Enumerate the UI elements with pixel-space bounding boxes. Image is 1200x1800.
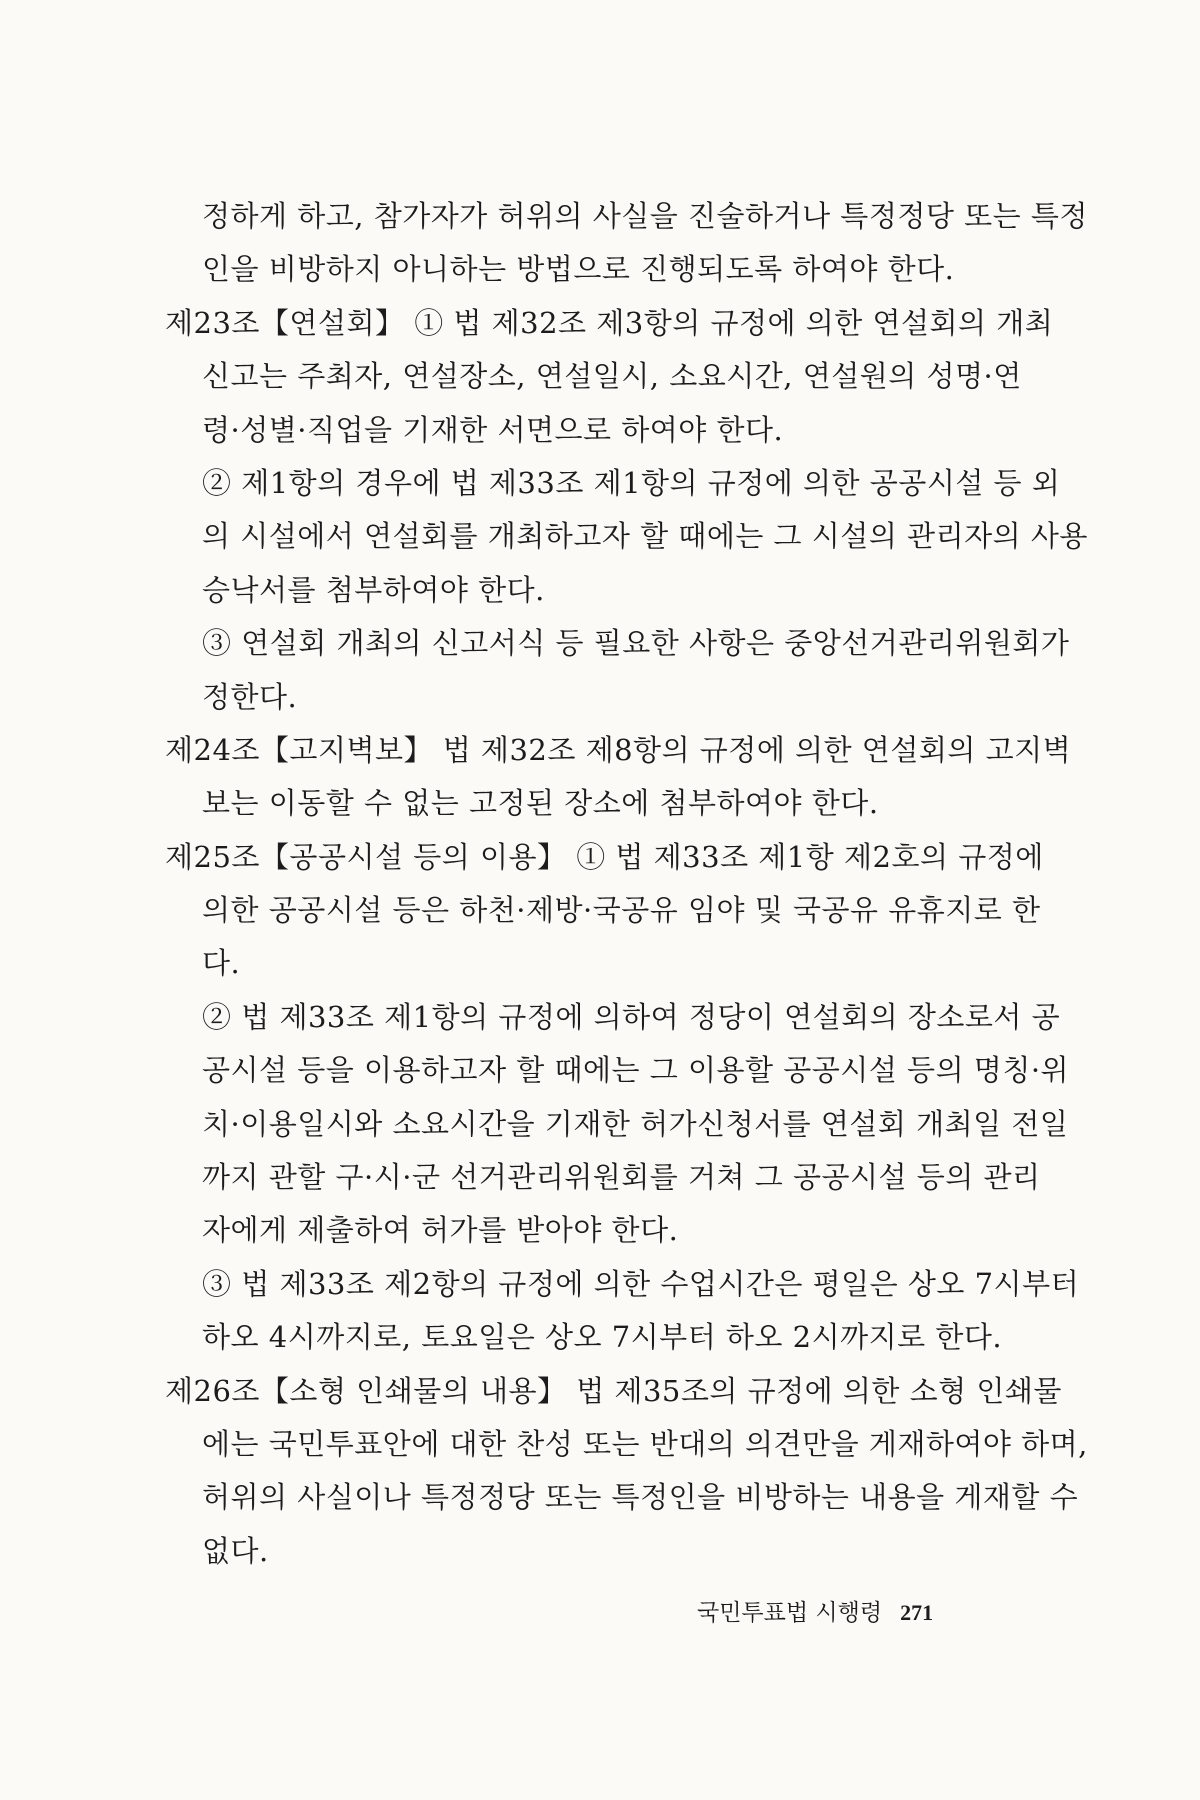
text-line: 인을 비방하지 아니하는 방법으로 진행되도록 하여야 한다.	[202, 252, 955, 287]
text-line: ③ 연설회 개최의 신고서식 등 필요한 사항은 중앙선거관리위원회가	[202, 626, 1070, 661]
running-title: 국민투표법 시행령	[697, 1600, 883, 1626]
text-line: ② 법 제33조 제1항의 규정에 의하여 정당이 연설회의 장소로서 공	[202, 999, 1061, 1034]
page-footer	[697, 1594, 933, 1627]
text-line: ③ 법 제33조 제2항의 규정에 의한 수업시간은 평일은 상오 7시부터	[202, 1266, 1080, 1301]
text-line: 까지 관할 구·시·군 선거관리위원회를 거쳐 그 공공시설 등의 관리	[202, 1160, 1041, 1195]
text-line: 의한 공공시설 등은 하천·제방·국공유 임야 및 국공유 유휴지로 한	[202, 893, 1041, 928]
text-line: 정한다.	[202, 679, 298, 714]
text-line: 제26조【소형 인쇄물의 내용】 법 제35조의 규정에 의한 소형 인쇄물	[165, 1373, 1062, 1408]
text-line: 신고는 주최자, 연설장소, 연설일시, 소요시간, 연설원의 성명·연	[202, 359, 1022, 394]
page-number: 271	[900, 1600, 934, 1625]
text-line: 치·이용일시와 소요시간을 기재한 허가신청서를 연설회 개최일 전일	[202, 1106, 1069, 1141]
text-line: 제24조【고지벽보】 법 제32조 제8항의 규정에 의한 연설회의 고지벽	[165, 732, 1072, 767]
text-line: ② 제1항의 경우에 법 제33조 제1항의 규정에 의한 공공시설 등 외	[202, 465, 1061, 500]
text-line: 공시설 등을 이용하고자 할 때에는 그 이용할 공공시설 등의 명칭·위	[202, 1053, 1070, 1088]
text-line: 없다.	[202, 1533, 269, 1568]
text-line: 다.	[202, 946, 241, 981]
text-line: 보는 이동할 수 없는 고정된 장소에 첨부하여야 한다.	[202, 786, 879, 821]
text-line: 의 시설에서 연설회를 개최하고자 할 때에는 그 시설의 관리자의 사용	[202, 519, 1088, 554]
text-line: 령·성별·직업을 기재한 서면으로 하여야 한다.	[202, 412, 784, 447]
body-text	[165, 190, 1088, 1578]
text-line: 에는 국민투표안에 대한 찬성 또는 반대의 의견만을 게재하여야 하며,	[202, 1426, 1088, 1461]
text-line: 허위의 사실이나 특정정당 또는 특정인을 비방하는 내용을 게재할 수	[202, 1480, 1079, 1515]
text-line: 하오 4시까지로, 토요일은 상오 7시부터 하오 2시까지로 한다.	[202, 1320, 1003, 1355]
text-line: 정하게 하고, 참가자가 허위의 사실을 진술하거나 특정정당 또는 특정	[202, 199, 1088, 233]
text-line: 자에게 제출하여 허가를 받아야 한다.	[202, 1213, 679, 1248]
text-line: 제25조【공공시설 등의 이용】 ① 법 제33조 제1항 제2호의 규정에	[165, 839, 1044, 874]
text-line: 제23조【연설회】 ① 법 제32조 제3항의 규정에 의한 연설회의 개최	[165, 305, 1054, 340]
text-line: 승낙서를 첨부하여야 한다.	[202, 572, 545, 607]
